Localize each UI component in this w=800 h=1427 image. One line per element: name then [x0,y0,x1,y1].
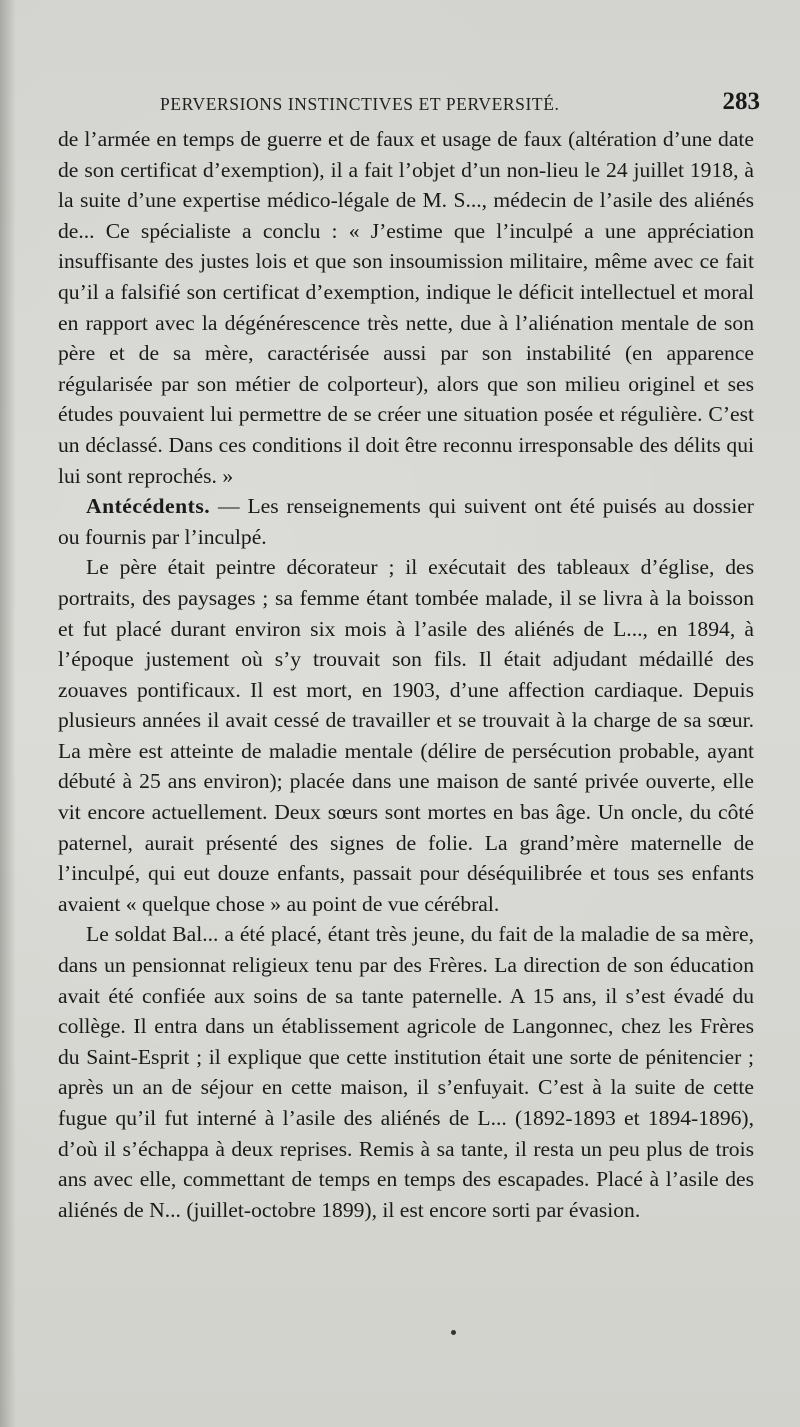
paragraph-text: Le soldat Bal... a été placé, étant très jeune, du fait de la maladie de sa mère, dans un pensionnat religieux tenu par des Frères. La direction de son éducation avait été confiée aux soins de sa tante paternelle. A 15 ans, il s’est évadé du collège. Il entra dans un établissement agricole de Langonnec, chez les Frères du Saint-Esprit ; il explique que cette institution était une sorte de pénitencier ; après un an de séjour en cette maison, il s’enfuyait. C’est à la suite de cette fugue qu’il fut interné à l’asile des aliénés de L... (1892-1893 et 1894-1896), d’où il s’échappa à deux reprises. Remis à sa tante, il resta un peu plus de trois ans avec elle, commettant de temps en temps des escapades. Placé à l’asile des aliénés de N... (juillet-octobre 1899), il est encore sorti par évasion. [58,922,754,1222]
page-number: 283 [722,88,760,115]
page-header [160,88,760,122]
paragraph [58,552,754,919]
paragraph [58,919,754,1225]
body-text [58,124,754,1225]
paragraph [58,124,754,491]
paragraph-text: — Les renseignements qui suivent ont été puisés au dossier ou fournis par l’inculpé. [58,494,754,549]
paragraph [58,491,754,552]
page-gutter-shadow [0,0,16,1427]
print-speck [451,1330,456,1335]
paragraph-text: de l’armée en temps de guerre et de faux et usage de faux (altération d’une date de son certificat d’exemption), il a fait l’objet d’un non-lieu le 24 juillet 1918, à la suite d’une expertise médico-légale de M. S..., médecin de l’asile des aliénés de... Ce spécialiste a conclu : « J’estime que l’inculpé a une appréciation insuffisante des justes lois et que son insoumission militaire, même avec ce fait qu’il a falsifié son certificat d’exemption, indique le déficit intellectuel et moral en rapport avec la dégénérescence très nette, due à l’aliénation mentale de son père et de sa mère, caractérisée aussi par son instabilité (en apparence régularisée par son métier de colporteur), alors que son milieu originel et ses études pouvaient lui permettre de se créer une situation posée et régulière. C’est un déclassé. Dans ces conditions il doit être reconnu irresponsable des délits qui lui sont reprochés. » [58,127,754,488]
running-head: PERVERSIONS INSTINCTIVES ET PERVERSITÉ. [160,94,560,114]
paragraph-text: Le père était peintre décorateur ; il exécutait des tableaux d’église, des portraits, des paysages ; sa femme étant tombée malade, il se livra à la boisson et fut placé durant environ six mois à l’asile des aliénés de L..., en 1894, à l’époque justement où s’y trouvait son fils. Il était adjudant médaillé des zouaves pontificaux. Il est mort, en 1903, d’une affection cardiaque. Depuis plusieurs années il avait cessé de travailler et se trouvait à la charge de sa sœur. La mère est atteinte de maladie mentale (délire de persécution probable, ayant débuté à 25 ans environ); placée dans une maison de santé privée ouverte, elle vit encore actuellement. Deux sœurs sont mortes en bas âge. Un oncle, du côté paternel, aurait présenté des signes de folie. La grand’mère maternelle de l’inculpé, qui eut douze enfants, passait pour déséquilibrée et tous ses enfants avaient « quelque chose » au point de vue cérébral. [58,555,754,916]
section-heading: Antécédents. [86,494,211,519]
